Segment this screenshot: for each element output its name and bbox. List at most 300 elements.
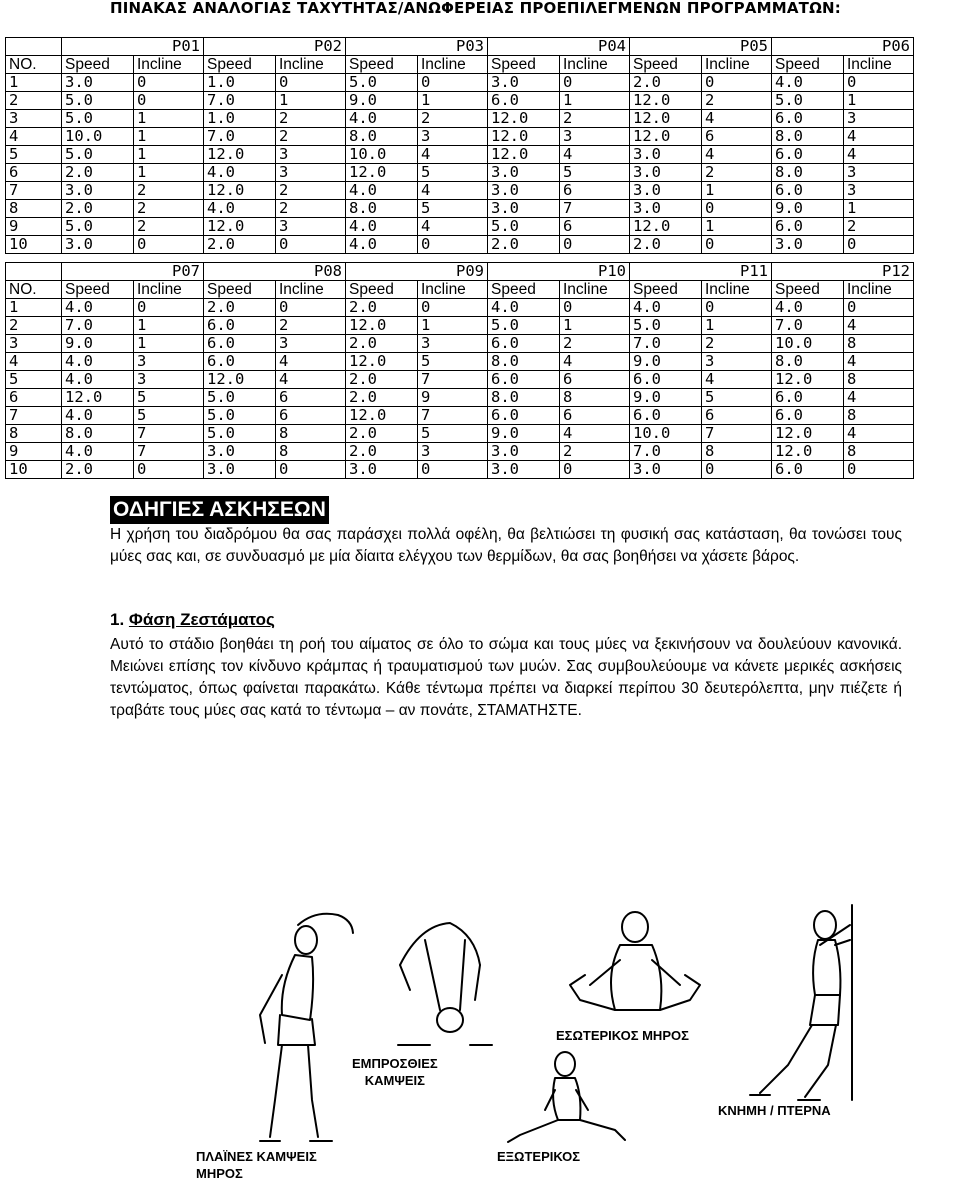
incline-cell: 0 (844, 461, 914, 479)
speed-cell: 8.0 (772, 164, 844, 182)
incline-cell: 2 (134, 200, 204, 218)
incline-cell: 4 (844, 146, 914, 164)
incline-cell: 6 (702, 407, 772, 425)
speed-cell: 3.0 (488, 182, 560, 200)
incline-cell: 4 (702, 371, 772, 389)
speed-cell: 8.0 (772, 128, 844, 146)
speed-cell: 4.0 (62, 371, 134, 389)
incline-cell: 3 (134, 353, 204, 371)
incline-cell: 0 (418, 461, 488, 479)
incline-cell: 0 (134, 236, 204, 254)
incline-header: Incline (418, 281, 488, 299)
incline-header: Incline (844, 56, 914, 74)
speed-cell: 4.0 (204, 164, 276, 182)
incline-cell: 0 (134, 74, 204, 92)
speed-cell: 9.0 (630, 353, 702, 371)
speed-header: Speed (346, 56, 418, 74)
incline-cell: 0 (702, 74, 772, 92)
step-number-cell: 8 (6, 425, 62, 443)
incline-cell: 2 (560, 110, 630, 128)
corner-cell (6, 263, 62, 281)
table-row (6, 461, 914, 479)
program-header: P09 (346, 263, 488, 281)
incline-cell: 5 (418, 425, 488, 443)
speed-cell: 3.0 (772, 236, 844, 254)
speed-cell: 10.0 (62, 128, 134, 146)
incline-cell: 0 (134, 92, 204, 110)
incline-cell: 6 (276, 407, 346, 425)
incline-cell: 4 (560, 146, 630, 164)
speed-cell: 4.0 (62, 299, 134, 317)
step-number-cell: 4 (6, 353, 62, 371)
incline-cell: 1 (560, 317, 630, 335)
program-table-1 (5, 37, 914, 254)
speed-header: Speed (772, 56, 844, 74)
speed-cell: 5.0 (204, 407, 276, 425)
step-number-cell: 1 (6, 299, 62, 317)
step-number-cell: 3 (6, 110, 62, 128)
speed-cell: 7.0 (630, 443, 702, 461)
inner-thigh-figure (560, 905, 710, 1025)
speed-header: Speed (346, 281, 418, 299)
incline-cell: 3 (134, 371, 204, 389)
incline-cell: 8 (844, 407, 914, 425)
incline-cell: 7 (702, 425, 772, 443)
outer-thigh-figure (500, 1050, 630, 1145)
incline-cell: 0 (560, 236, 630, 254)
table-row (6, 425, 914, 443)
speed-header: Speed (630, 56, 702, 74)
incline-cell: 7 (134, 443, 204, 461)
table-row (6, 299, 914, 317)
incline-cell: 1 (418, 317, 488, 335)
speed-cell: 2.0 (346, 371, 418, 389)
speed-cell: 2.0 (346, 335, 418, 353)
speed-cell: 9.0 (62, 335, 134, 353)
table-row (6, 92, 914, 110)
speed-cell: 2.0 (204, 299, 276, 317)
incline-cell: 8 (844, 443, 914, 461)
speed-cell: 12.0 (772, 425, 844, 443)
program-header: P05 (630, 38, 772, 56)
speed-cell: 4.0 (346, 110, 418, 128)
step-number-cell: 9 (6, 443, 62, 461)
incline-cell: 3 (276, 146, 346, 164)
speed-cell: 12.0 (630, 110, 702, 128)
speed-cell: 2.0 (62, 164, 134, 182)
incline-cell: 8 (276, 443, 346, 461)
speed-cell: 12.0 (488, 128, 560, 146)
incline-cell: 5 (418, 200, 488, 218)
speed-cell: 5.0 (488, 218, 560, 236)
speed-cell: 4.0 (62, 407, 134, 425)
incline-header: Incline (702, 56, 772, 74)
incline-cell: 2 (276, 110, 346, 128)
speed-cell: 3.0 (204, 461, 276, 479)
speed-cell: 8.0 (62, 425, 134, 443)
table-row (6, 146, 914, 164)
table-row (6, 389, 914, 407)
incline-cell: 8 (560, 389, 630, 407)
program-header: P03 (346, 38, 488, 56)
incline-cell: 8 (844, 371, 914, 389)
step-number-cell: 10 (6, 236, 62, 254)
step-number-cell: 6 (6, 389, 62, 407)
incline-cell: 1 (844, 200, 914, 218)
incline-cell: 2 (702, 92, 772, 110)
incline-cell: 1 (844, 92, 914, 110)
warmup-paragraph: Αυτό το στάδιο βοηθάει τη ροή του αίματος σε όλο το σώμα και τους μύες να ξεκινήσουν να δουλεύουν κανονικά. Μειώνει επίσης τον κίνδυνο κράμπας ή τραυματισμού των μυών. Σας συμβουλεύουμε να κάνετε μερικές ασκήσεις τεντώματος, όπως φαίνεται παρακάτω. Κάθε τέντωμα πρέπει να διαρκεί περίπου 30 δευτερόλεπτα, μην πιέζετε ή τραβάτε τους μύες σας κατά το τέντωμα – αν πονάτε, ΣΤΑΜΑΤΗΣΤΕ. (110, 636, 902, 719)
instructions-heading: ΟΔΗΓΙΕΣ ΑΣΚΗΣΕΩΝ (110, 496, 329, 524)
step-number-cell: 8 (6, 200, 62, 218)
speed-cell: 12.0 (204, 371, 276, 389)
speed-cell: 3.0 (630, 182, 702, 200)
speed-header: Speed (630, 281, 702, 299)
incline-cell: 0 (276, 74, 346, 92)
incline-cell: 6 (276, 389, 346, 407)
speed-cell: 4.0 (488, 299, 560, 317)
incline-cell: 0 (276, 236, 346, 254)
speed-cell: 2.0 (488, 236, 560, 254)
speed-cell: 3.0 (630, 164, 702, 182)
incline-cell: 2 (702, 335, 772, 353)
corner-cell (6, 38, 62, 56)
incline-cell: 7 (418, 371, 488, 389)
speed-cell: 12.0 (346, 407, 418, 425)
speed-cell: 6.0 (488, 92, 560, 110)
table-row (6, 164, 914, 182)
table-row (6, 74, 914, 92)
program-header: P11 (630, 263, 772, 281)
incline-cell: 1 (276, 92, 346, 110)
speed-header: Speed (62, 56, 134, 74)
incline-cell: 2 (560, 335, 630, 353)
incline-cell: 6 (560, 371, 630, 389)
speed-cell: 4.0 (630, 299, 702, 317)
incline-cell: 1 (134, 146, 204, 164)
speed-cell: 2.0 (346, 443, 418, 461)
program-header: P07 (62, 263, 204, 281)
step-number-cell: 4 (6, 128, 62, 146)
incline-cell: 1 (560, 92, 630, 110)
incline-header: Incline (560, 56, 630, 74)
incline-cell: 2 (134, 218, 204, 236)
caption-side-bends-line2: ΜΗΡΟΣ (196, 1166, 243, 1181)
incline-cell: 2 (276, 182, 346, 200)
speed-cell: 4.0 (346, 218, 418, 236)
speed-cell: 2.0 (62, 200, 134, 218)
incline-header: Incline (276, 56, 346, 74)
table-row (6, 443, 914, 461)
speed-cell: 4.0 (204, 200, 276, 218)
speed-cell: 12.0 (204, 182, 276, 200)
incline-cell: 1 (418, 92, 488, 110)
phase-heading (110, 610, 275, 630)
incline-cell: 3 (560, 128, 630, 146)
program-header: P06 (772, 38, 914, 56)
speed-cell: 6.0 (630, 371, 702, 389)
incline-cell: 7 (134, 425, 204, 443)
speed-cell: 7.0 (62, 317, 134, 335)
speed-cell: 9.0 (630, 389, 702, 407)
speed-cell: 10.0 (346, 146, 418, 164)
incline-cell: 7 (418, 407, 488, 425)
table-row (6, 371, 914, 389)
speed-cell: 3.0 (62, 236, 134, 254)
speed-cell: 6.0 (772, 389, 844, 407)
speed-cell: 9.0 (346, 92, 418, 110)
speed-cell: 6.0 (204, 335, 276, 353)
incline-cell: 0 (560, 74, 630, 92)
incline-cell: 4 (844, 353, 914, 371)
speed-cell: 6.0 (772, 218, 844, 236)
incline-cell: 5 (134, 389, 204, 407)
page-title: ΠΙΝΑΚΑΣ ΑΝΑΛΟΓΙΑΣ ΤΑΧΥΤΗΤΑΣ/ΑΝΩΦΕΡΕΙΑΣ ΠΡΟΕΠΙΛΕΓΜΕΝΩΝ ΠΡΟΓΡΑΜΜΑΤΩΝ: (110, 0, 841, 17)
incline-cell: 3 (418, 335, 488, 353)
incline-cell: 0 (560, 299, 630, 317)
incline-cell: 0 (134, 299, 204, 317)
speed-cell: 4.0 (346, 236, 418, 254)
program-header-row (6, 263, 914, 281)
program-header-row (6, 38, 914, 56)
incline-cell: 6 (560, 407, 630, 425)
incline-cell: 1 (702, 218, 772, 236)
speed-cell: 5.0 (62, 218, 134, 236)
speed-cell: 6.0 (772, 461, 844, 479)
speed-cell: 3.0 (630, 200, 702, 218)
table-row (6, 317, 914, 335)
incline-cell: 0 (702, 461, 772, 479)
no-header: NO. (6, 281, 62, 299)
speed-cell: 4.0 (772, 74, 844, 92)
speed-cell: 2.0 (62, 461, 134, 479)
speed-cell: 12.0 (630, 218, 702, 236)
incline-cell: 4 (560, 425, 630, 443)
incline-cell: 3 (844, 110, 914, 128)
speed-cell: 12.0 (488, 110, 560, 128)
speed-cell: 12.0 (346, 164, 418, 182)
side-bend-figure (220, 905, 370, 1150)
incline-cell: 4 (276, 353, 346, 371)
table-row (6, 110, 914, 128)
speed-cell: 6.0 (204, 317, 276, 335)
step-number-cell: 1 (6, 74, 62, 92)
speed-cell: 5.0 (204, 425, 276, 443)
speed-cell: 12.0 (204, 218, 276, 236)
incline-cell: 1 (702, 317, 772, 335)
speed-header: Speed (204, 56, 276, 74)
speed-cell: 6.0 (630, 407, 702, 425)
incline-cell: 0 (702, 236, 772, 254)
speed-cell: 7.0 (204, 92, 276, 110)
incline-cell: 4 (844, 389, 914, 407)
incline-cell: 0 (418, 236, 488, 254)
speed-cell: 12.0 (630, 128, 702, 146)
speed-cell: 6.0 (772, 110, 844, 128)
speed-cell: 12.0 (204, 146, 276, 164)
incline-cell: 0 (702, 200, 772, 218)
incline-cell: 4 (276, 371, 346, 389)
incline-cell: 6 (560, 182, 630, 200)
step-number-cell: 5 (6, 146, 62, 164)
incline-cell: 2 (702, 164, 772, 182)
incline-cell: 3 (418, 128, 488, 146)
column-header-row (6, 56, 914, 74)
speed-cell: 6.0 (772, 146, 844, 164)
incline-cell: 5 (134, 407, 204, 425)
incline-cell: 5 (418, 164, 488, 182)
calf-heel-figure (740, 905, 860, 1105)
incline-cell: 2 (276, 317, 346, 335)
incline-cell: 0 (134, 461, 204, 479)
table-row (6, 200, 914, 218)
incline-cell: 1 (134, 335, 204, 353)
incline-cell: 9 (418, 389, 488, 407)
incline-cell: 0 (276, 461, 346, 479)
incline-cell: 1 (702, 182, 772, 200)
speed-cell: 3.0 (488, 461, 560, 479)
table-row (6, 182, 914, 200)
incline-header: Incline (134, 281, 204, 299)
incline-cell: 2 (276, 200, 346, 218)
speed-cell: 12.0 (772, 443, 844, 461)
incline-header: Incline (418, 56, 488, 74)
caption-forward-bends (352, 1055, 438, 1089)
incline-cell: 2 (560, 443, 630, 461)
speed-cell: 5.0 (346, 74, 418, 92)
caption-outer: ΕΞΩΤΕΡΙΚΟΣ (497, 1149, 581, 1164)
incline-cell: 3 (418, 443, 488, 461)
incline-cell: 8 (276, 425, 346, 443)
speed-cell: 10.0 (772, 335, 844, 353)
speed-cell: 5.0 (62, 92, 134, 110)
speed-header: Speed (204, 281, 276, 299)
incline-cell: 4 (844, 128, 914, 146)
speed-cell: 4.0 (62, 443, 134, 461)
incline-cell: 0 (844, 236, 914, 254)
speed-cell: 2.0 (630, 74, 702, 92)
speed-cell: 8.0 (346, 128, 418, 146)
forward-bend-figure (380, 905, 500, 1055)
speed-cell: 7.0 (630, 335, 702, 353)
incline-cell: 6 (702, 128, 772, 146)
speed-cell: 1.0 (204, 110, 276, 128)
speed-cell: 12.0 (346, 353, 418, 371)
step-number-cell: 7 (6, 407, 62, 425)
speed-cell: 10.0 (630, 425, 702, 443)
speed-cell: 7.0 (772, 317, 844, 335)
incline-cell: 0 (418, 74, 488, 92)
incline-cell: 0 (560, 461, 630, 479)
speed-cell: 4.0 (62, 353, 134, 371)
speed-cell: 5.0 (772, 92, 844, 110)
speed-cell: 9.0 (772, 200, 844, 218)
program-header: P02 (204, 38, 346, 56)
table-row (6, 335, 914, 353)
caption-side-bends (196, 1148, 317, 1182)
column-header-row (6, 281, 914, 299)
step-number-cell: 2 (6, 317, 62, 335)
speed-cell: 2.0 (346, 425, 418, 443)
incline-cell: 1 (134, 110, 204, 128)
incline-cell: 1 (134, 128, 204, 146)
caption-inner-thigh: ΕΣΩΤΕΡΙΚΟΣ ΜΗΡΟΣ (556, 1028, 689, 1043)
speed-cell: 6.0 (204, 353, 276, 371)
program-table-2 (5, 262, 914, 479)
incline-header: Incline (844, 281, 914, 299)
speed-cell: 4.0 (346, 182, 418, 200)
speed-cell: 6.0 (772, 182, 844, 200)
speed-cell: 6.0 (488, 407, 560, 425)
incline-cell: 8 (844, 335, 914, 353)
program-header: P04 (488, 38, 630, 56)
speed-cell: 3.0 (488, 74, 560, 92)
incline-cell: 2 (844, 218, 914, 236)
incline-header: Incline (276, 281, 346, 299)
speed-header: Speed (62, 281, 134, 299)
table-row (6, 128, 914, 146)
speed-header: Speed (488, 281, 560, 299)
speed-cell: 3.0 (62, 182, 134, 200)
incline-cell: 0 (844, 299, 914, 317)
incline-header: Incline (702, 281, 772, 299)
incline-cell: 2 (134, 182, 204, 200)
incline-cell: 4 (560, 353, 630, 371)
speed-cell: 4.0 (772, 299, 844, 317)
incline-cell: 4 (702, 110, 772, 128)
incline-cell: 0 (418, 299, 488, 317)
incline-cell: 0 (844, 74, 914, 92)
incline-cell: 1 (134, 317, 204, 335)
speed-cell: 2.0 (630, 236, 702, 254)
speed-cell: 12.0 (630, 92, 702, 110)
table-row (6, 407, 914, 425)
speed-cell: 8.0 (772, 353, 844, 371)
step-number-cell: 5 (6, 371, 62, 389)
table-row (6, 236, 914, 254)
speed-cell: 6.0 (488, 371, 560, 389)
incline-cell: 3 (844, 182, 914, 200)
speed-cell: 3.0 (62, 74, 134, 92)
speed-cell: 5.0 (630, 317, 702, 335)
step-number-cell: 6 (6, 164, 62, 182)
speed-cell: 3.0 (204, 443, 276, 461)
phase-title: Φάση Ζεστάματος (128, 610, 275, 629)
incline-cell: 3 (276, 218, 346, 236)
incline-cell: 3 (276, 335, 346, 353)
incline-cell: 8 (702, 443, 772, 461)
speed-cell: 2.0 (346, 389, 418, 407)
program-header: P01 (62, 38, 204, 56)
caption-side-bends-line1: ΠΛΑΪΝΕΣ ΚΑΜΨΕΙΣ (196, 1149, 317, 1164)
incline-cell: 4 (844, 317, 914, 335)
speed-cell: 12.0 (772, 371, 844, 389)
speed-cell: 8.0 (488, 389, 560, 407)
incline-cell: 4 (418, 182, 488, 200)
speed-cell: 2.0 (346, 299, 418, 317)
incline-cell: 5 (560, 164, 630, 182)
step-number-cell: 2 (6, 92, 62, 110)
step-number-cell: 9 (6, 218, 62, 236)
incline-cell: 4 (844, 425, 914, 443)
incline-header: Incline (560, 281, 630, 299)
speed-cell: 9.0 (488, 425, 560, 443)
incline-cell: 4 (702, 146, 772, 164)
speed-cell: 6.0 (772, 407, 844, 425)
speed-cell: 5.0 (488, 317, 560, 335)
speed-cell: 2.0 (204, 236, 276, 254)
incline-cell: 0 (702, 299, 772, 317)
